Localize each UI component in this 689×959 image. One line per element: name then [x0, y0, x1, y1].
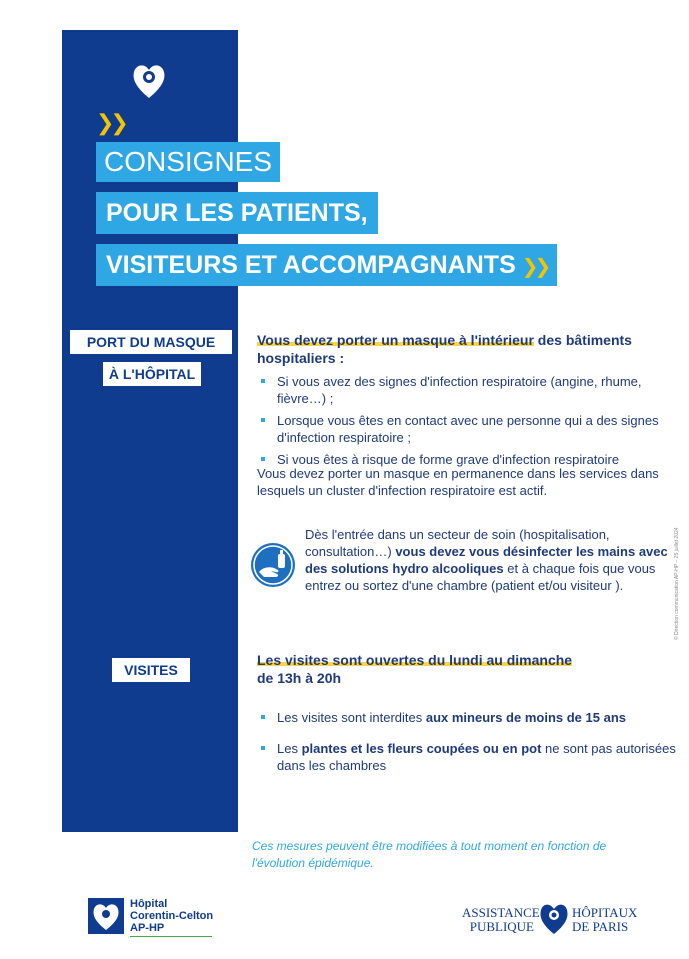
mask-bullet-list: [257, 373, 677, 473]
title-consignes: CONSIGNES: [96, 142, 280, 182]
visits-bullet1-text: Les visites sont interdites: [277, 710, 426, 725]
mask-heading: [257, 331, 677, 367]
hygiene-paragraph: [305, 526, 675, 594]
hand-sanitizer-icon: [250, 542, 296, 588]
mask-label-line2: À L'HÔPITAL: [103, 362, 201, 386]
visits-heading: [257, 651, 677, 687]
list-item: [257, 740, 677, 774]
hygiene-text-2: et à chaque fois que vous entrez ou sortez d'une chambre (patient et/ou visiteur ).: [305, 561, 656, 593]
side-credit: © Direction communication AP-HP – 25 juillet 2024: [674, 527, 680, 640]
chevron-icon: ❯❯: [521, 256, 548, 278]
hygiene-bold: vous devez vous désinfecter les mains avec des solutions hydro alcooliques: [305, 544, 668, 576]
aphp-left1: ASSISTANCE: [462, 905, 540, 920]
title-line-3-text: VISITEURS ET ACCOMPAGNANTS: [106, 251, 516, 279]
visits-heading-hours: de 13h à 20h: [257, 670, 342, 686]
title-line-2: POUR LES PATIENTS,: [96, 192, 378, 234]
title-line-3: [96, 244, 557, 286]
green-divider: [130, 936, 212, 937]
mask-heading-rest: des bâtiments hospitaliers :: [257, 332, 632, 366]
list-item: [257, 709, 677, 726]
list-item: Lorsque vous êtes en contact avec une personne qui a des signes d'infection respiratoire ;: [257, 412, 677, 446]
list-item: Si vous êtes à risque de forme grave d'infection respiratoire: [257, 451, 677, 468]
mask-paragraph: Vous devez porter un masque en permanence dans les services dans lesquels un cluster d'infection respiratoire est actif.: [257, 466, 659, 498]
visits-heading-highlight: Les visites sont ouvertes du lundi au dimanche: [257, 652, 573, 668]
disclaimer-note: Ces mesures peuvent être modifiées à tout moment en fonction de l'évolution épidémique.: [252, 839, 607, 870]
visits-bullet2-text2: ne sont pas autorisées dans les chambres: [277, 741, 676, 773]
hospital-line2: Corentin-Celton: [130, 910, 214, 922]
aphp-right1: HÔPITAUX: [572, 905, 638, 920]
heart-logo-icon: [131, 60, 167, 100]
mask-heading-highlight: Vous devez porter un masque à l'intérieur: [257, 332, 534, 348]
visits-bullet2-bold: plantes et les fleurs coupées ou en pot: [301, 741, 542, 756]
hygiene-text-1: Dès l'entrée dans un secteur de soin (hospitalisation, consultation…): [305, 527, 610, 559]
mask-label-line1: PORT DU MASQUE: [70, 330, 232, 354]
hospital-line1: Hôpital: [130, 898, 168, 910]
heart-logo-icon: [88, 898, 124, 934]
aphp-right2: DE PARIS: [572, 919, 629, 934]
visits-bullet1-bold: aux mineurs de moins de 15 ans: [425, 710, 626, 725]
hospital-logo: [88, 898, 228, 940]
heart-logo-icon: [538, 900, 570, 936]
hospital-logo-square: [88, 898, 124, 934]
hospital-line3: AP-HP: [130, 922, 165, 934]
visits-bullet2-text1: Les: [277, 741, 302, 756]
hospital-name: [130, 898, 213, 934]
aphp-logo: [462, 900, 657, 940]
visits-label: VISITES: [112, 658, 190, 682]
visits-bullet-list: [257, 709, 677, 779]
aphp-left2: PUBLIQUE: [469, 919, 534, 934]
chevron-icon: ❯❯: [96, 110, 125, 135]
list-item: Si vous avez des signes d'infection respiratoire (angine, rhume, fièvre…) ;: [257, 373, 677, 407]
aphp-right-text: [572, 906, 637, 934]
aphp-left-text: [462, 905, 540, 934]
